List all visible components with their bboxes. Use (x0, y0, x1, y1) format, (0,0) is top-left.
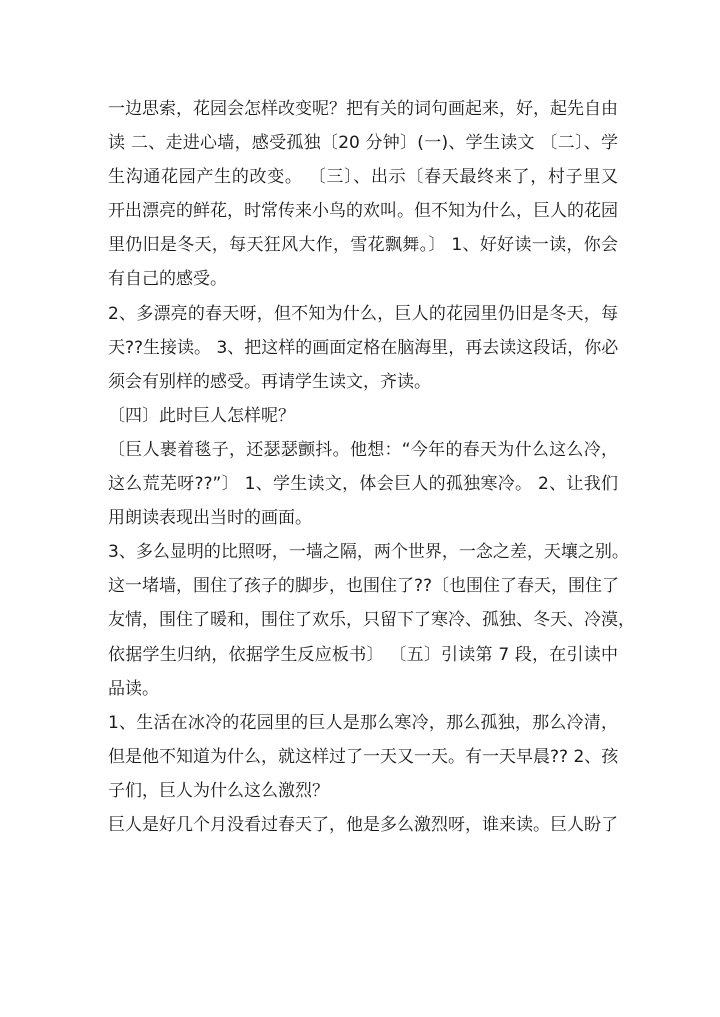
text-line: 巨人是好几个月没看过春天了，他是多么激烈呀，谁来读。巨人盼了 (108, 814, 618, 835)
text-line: 里仍旧是冬天，每天狂风大作，雪花飘舞。〕 1、好好读一读，你会 (108, 235, 618, 256)
text-line: 2、多漂亮的春天呀，但不知为什么，巨人的花园里仍旧是冬天，每 (108, 303, 618, 324)
text-line: 天??生接读。 3、把这样的画面定格在脑海里，再去读这段话，你必 (108, 337, 619, 358)
text-line: 这么荒芜呀??”〕 1、学生读文，体会巨人的孤独寒冷。 2、让我们 (108, 474, 618, 495)
text-line: 须会有别样的感受。再请学生读文，齐读。 (108, 371, 431, 392)
text-line: 依据学生归纳，依据学生反应板书〕 〔五〕引读第 7 段，在引读中 (108, 644, 618, 665)
text-line: 但是他不知道为什么，就这样过了一天又一天。有一天早晨?? 2、孩 (108, 746, 619, 767)
text-line: 友情，围住了暖和，围住了欢乐，只留下了寒冷、孤独、冬天、冷漠， (108, 610, 635, 631)
text-line: 这一堵墙，围住了孩子的脚步，也围住了??〔也围住了春天，围住了 (108, 576, 620, 597)
text-line: 〔四〕此时巨人怎样呢？ (108, 405, 295, 426)
text-line: 有自己的感受。 (108, 269, 227, 290)
body-text (108, 92, 635, 842)
text-line: 〔巨人裹着毯子，还瑟瑟颤抖。他想：“今年的春天为什么这么冷， (108, 439, 618, 460)
text-line: 用朗读表现出当时的画面。 (108, 508, 312, 529)
text-line: 品读。 (108, 678, 159, 699)
text-line: 一边思索，花园会怎样改变呢？把有关的词句画起来，好，起先自由 (108, 99, 618, 119)
text-line: 读 二、走进心墙，感受孤独〔20 分钟〕(一)、学生读文 〔二〕、学 (108, 133, 618, 154)
text-line: 3、多么显明的比照呀，一墙之隔，两个世界，一念之差，天壤之别。 (108, 542, 629, 563)
text-line: 子们，巨人为什么这么激烈？ (108, 780, 329, 801)
text-line: 开出漂亮的鲜花，时常传来小鸟的欢叫。但不知为什么，巨人的花园 (108, 201, 618, 222)
text-line: 生沟通花园产生的改变。 〔三〕、出示〔春天最终来了，村子里又 (108, 167, 618, 188)
text-line: 1、生活在冰冷的花园里的巨人是那么寒冷，那么孤独，那么冷清， (108, 712, 618, 733)
